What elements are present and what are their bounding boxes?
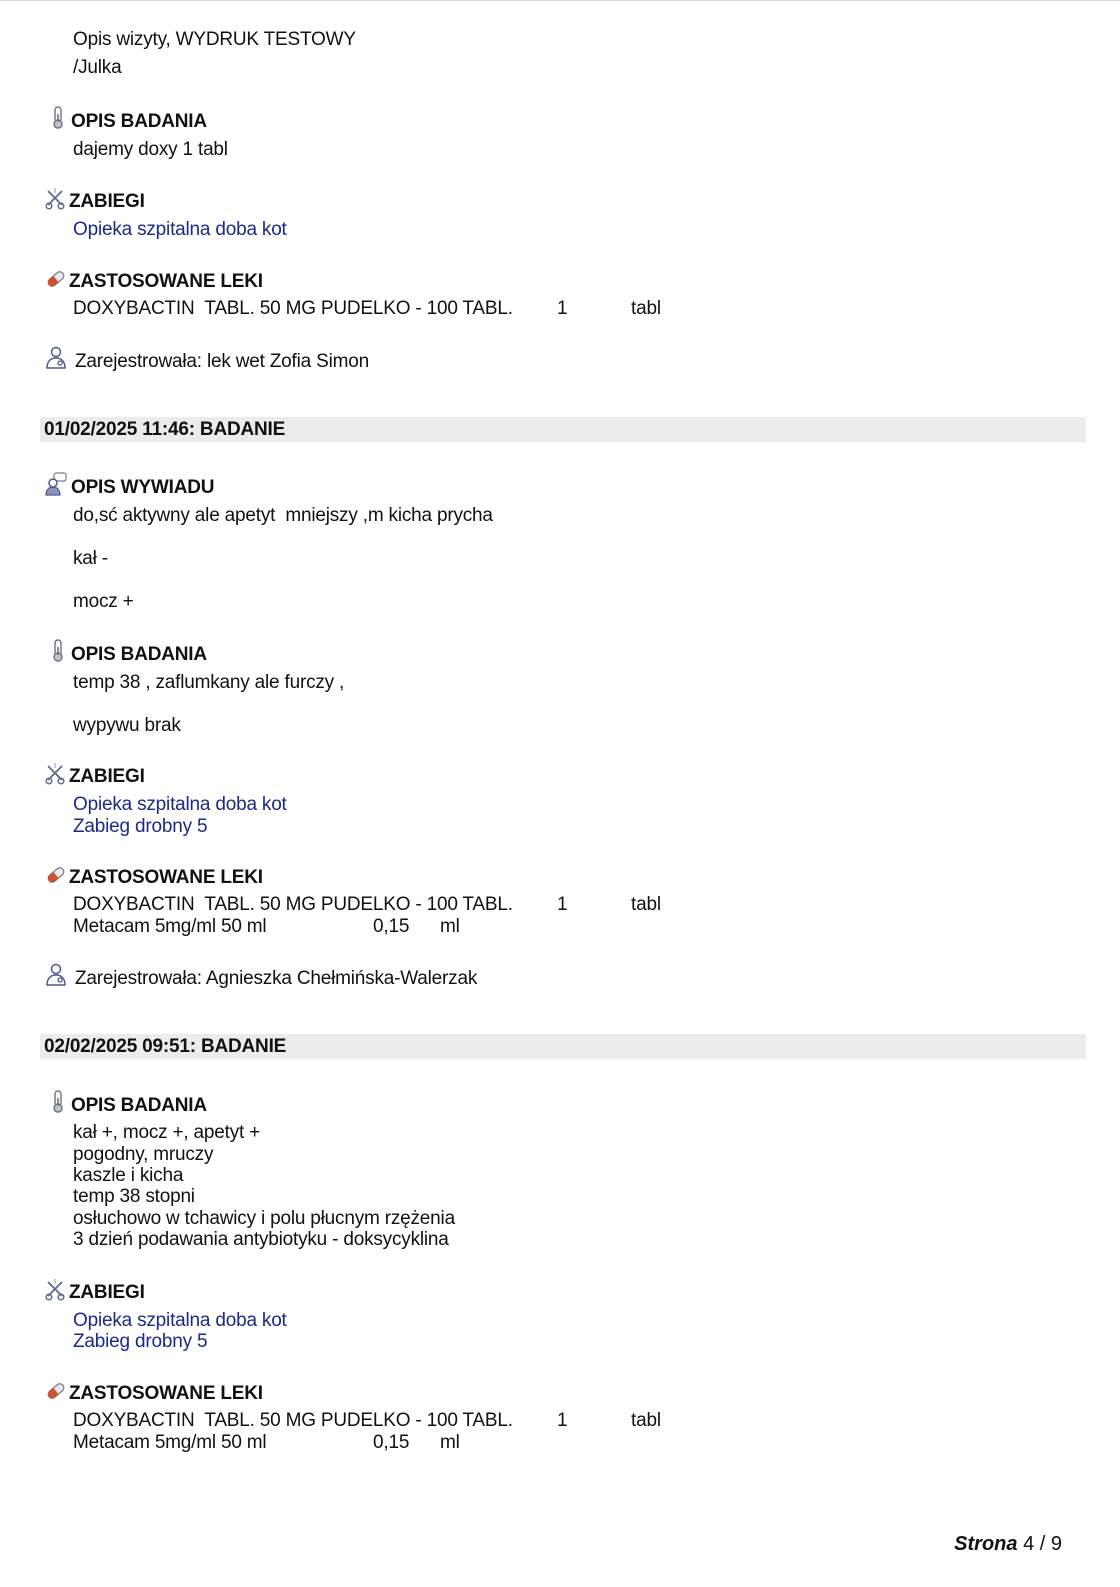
interview-heading: OPIS WYWIADU — [71, 477, 215, 498]
exam-line: kał +, mocz +, apetyt + — [73, 1122, 261, 1143]
medicine-qty: 1 — [557, 1410, 568, 1431]
visit-header-band — [40, 1034, 1086, 1059]
pill-icon — [45, 1379, 67, 1403]
exam-heading: OPIS BADANIA — [71, 1095, 207, 1116]
interview-line: do,sć aktywny ale apetyt mniejszy ,m kicha prycha — [73, 505, 493, 526]
exam-line: wypywu brak — [73, 715, 181, 736]
page-current: 4 — [1023, 1533, 1035, 1555]
medicines-heading: ZASTOSOWANE LEKI — [69, 271, 263, 292]
interview-line: mocz + — [73, 591, 134, 612]
medicine-unit: ml — [440, 1432, 460, 1453]
medicines-heading: ZASTOSOWANE LEKI — [69, 1383, 263, 1404]
visit-header-band — [40, 417, 1086, 442]
page-separator: / — [1034, 1533, 1051, 1555]
procedures-heading: ZABIEGI — [69, 1282, 145, 1303]
thermometer-icon — [47, 106, 69, 130]
medicine-name: DOXYBACTIN TABL. 50 MG PUDELKO - 100 TABL. — [73, 1410, 513, 1431]
page-top-border — [0, 0, 1120, 1]
medicine-name: Metacam 5mg/ml 50 ml — [73, 1432, 267, 1453]
interview-line: kał - — [73, 548, 108, 569]
visit-description-patient: /Julka — [73, 57, 122, 78]
medicine-unit: tabl — [631, 894, 661, 915]
procedure-item: Zabieg drobny 5 — [73, 1331, 208, 1352]
exam-line: temp 38 stopni — [73, 1186, 195, 1207]
medicine-qty: 1 — [557, 894, 568, 915]
exam-line: kaszle i kicha — [73, 1165, 184, 1186]
medicine-unit: tabl — [631, 298, 661, 319]
doctor-icon — [45, 346, 67, 370]
registered-by: Zarejestrowała: lek wet Zofia Simon — [75, 351, 369, 372]
procedures-heading: ZABIEGI — [69, 191, 145, 212]
page-label: Strona — [954, 1533, 1018, 1555]
thermometer-icon — [47, 1090, 69, 1114]
exam-heading: OPIS BADANIA — [71, 644, 207, 665]
exam-text: dajemy doxy 1 tabl — [73, 139, 228, 160]
medicine-unit: ml — [440, 916, 460, 937]
registered-by: Zarejestrowała: Agnieszka Chełmińska-Walerzak — [75, 968, 478, 989]
medicine-qty: 1 — [557, 298, 568, 319]
procedures-heading: ZABIEGI — [69, 766, 145, 787]
medicines-heading: ZASTOSOWANE LEKI — [69, 867, 263, 888]
medicine-unit: tabl — [631, 1410, 661, 1431]
scissors-icon — [45, 762, 67, 786]
pill-icon — [45, 863, 67, 887]
procedure-item: Opieka szpitalna doba kot — [73, 794, 287, 815]
pill-icon — [45, 267, 67, 291]
procedure-item: Opieka szpitalna doba kot — [73, 1310, 287, 1331]
procedure-item: Zabieg drobny 5 — [73, 816, 208, 837]
doctor-icon — [45, 963, 67, 987]
visit-description-title: Opis wizyty, WYDRUK TESTOWY — [73, 29, 356, 50]
procedure-item: Opieka szpitalna doba kot — [73, 219, 287, 240]
exam-line: pogodny, mruczy — [73, 1144, 214, 1165]
page-total: 9 — [1050, 1533, 1062, 1555]
medicine-qty: 0,15 — [373, 916, 410, 937]
exam-line: osłuchowo w tchawicy i polu płucnym rzężenia — [73, 1208, 455, 1229]
medicine-name: Metacam 5mg/ml 50 ml — [73, 916, 267, 937]
person-speech-icon — [45, 472, 67, 496]
scissors-icon — [45, 1278, 67, 1302]
exam-line: temp 38 , zaflumkany ale furczy , — [73, 672, 345, 693]
exam-heading: OPIS BADANIA — [71, 111, 207, 132]
medicine-name: DOXYBACTIN TABL. 50 MG PUDELKO - 100 TABL. — [73, 894, 513, 915]
page-number — [954, 1533, 1062, 1556]
thermometer-icon — [47, 639, 69, 663]
medicine-name: DOXYBACTIN TABL. 50 MG PUDELKO - 100 TABL. — [73, 298, 513, 319]
scissors-icon — [45, 187, 67, 211]
exam-line: 3 dzień podawania antybiotyku - doksycyklina — [73, 1229, 449, 1250]
medicine-qty: 0,15 — [373, 1432, 410, 1453]
visit-header: 01/02/2025 11:46: BADANIE — [44, 419, 286, 440]
visit-header: 02/02/2025 09:51: BADANIE — [44, 1036, 287, 1057]
